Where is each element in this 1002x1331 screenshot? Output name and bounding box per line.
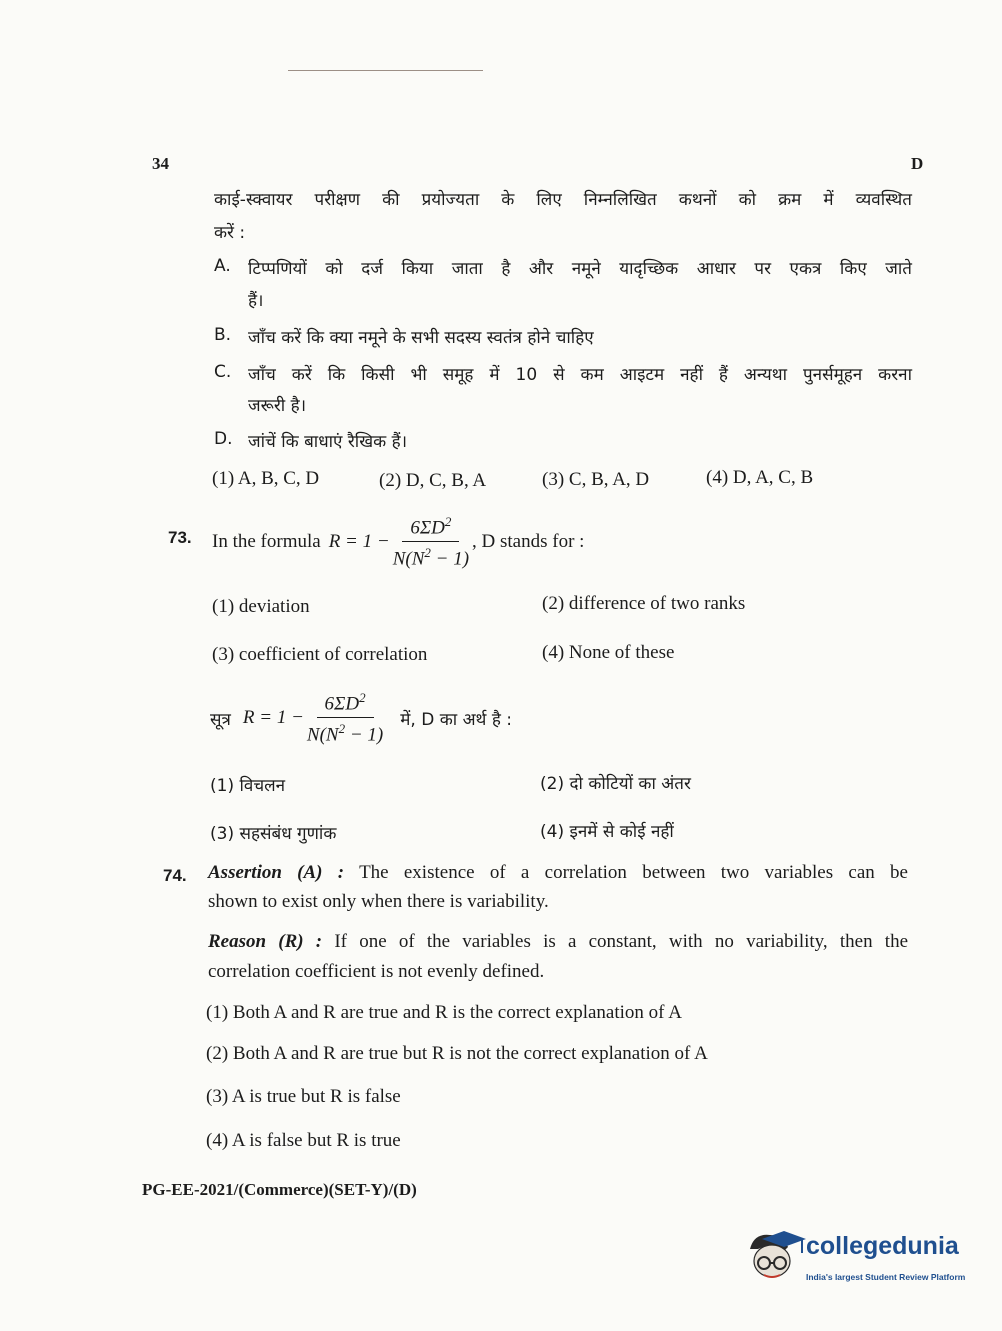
q73-formula-hi	[243, 690, 386, 747]
q74-reason-line1	[208, 931, 908, 953]
watermark-tagline: India's largest Student Review Platform	[806, 1272, 966, 1282]
q72-statement-d: जांचें कि बाधाएं रैखिक हैं।	[248, 432, 408, 452]
q72-statement-a: टिप्पणियों को दर्ज किया जाता है और नमूने यादृच्छिक आधार पर एकत्र किए जाते	[248, 259, 912, 279]
q73-option-2-en: (2) difference of two ranks	[542, 593, 746, 614]
q72-option-4: (4) D, A, C, B	[706, 467, 814, 488]
q74-assertion-text: The existence of a correlation between two variables can be	[359, 862, 908, 883]
q72-statement-d-label: D.	[214, 429, 233, 449]
q73-den-a: N(N	[392, 548, 425, 570]
q73-formula-numerator	[402, 514, 459, 542]
q73-option-4-en: (4) None of these	[542, 642, 675, 663]
q73-option-3-en: (3) coefficient of correlation	[212, 644, 428, 665]
q74-option-3: (3) A is true but R is false	[206, 1086, 401, 1107]
q74-reason-line2: correlation coefficient is not evenly defined.	[208, 961, 545, 982]
q73-formula-hi-fraction	[307, 690, 383, 747]
q74-reason-text: If one of the variables is a constant, with no variability, then the	[334, 931, 909, 952]
q73-stem-hi-after: में, D का अर्थ है :	[400, 709, 512, 730]
q73-option-1-en: (1) deviation	[212, 596, 310, 617]
q73-formula-lhs: R = 1 −	[328, 531, 390, 552]
q73-stem	[212, 510, 584, 574]
q73-stem-hi-before: सूत्र	[210, 709, 231, 730]
q73-stem-before: In the formula	[212, 531, 321, 552]
q73-formula-fraction	[393, 514, 469, 571]
q72-statement-a-label: A.	[214, 256, 231, 276]
q72-option-1: (1) A, B, C, D	[212, 468, 320, 489]
q73-num-sup: 2	[444, 513, 452, 529]
q72-statement-a-cont: हैं।	[248, 291, 264, 311]
q73-stem-after: , D stands for :	[472, 531, 585, 552]
top-rule	[288, 70, 483, 71]
q73-formula-hi-lhs: R = 1 −	[242, 707, 304, 728]
q73-formula	[329, 514, 472, 571]
q73-option-1-hi: (1) विचलन	[210, 776, 286, 796]
q73-option-2-hi: (2) दो कोटियों का अंतर	[540, 774, 691, 794]
q72-statement-c-cont: जरूरी है।	[248, 396, 307, 416]
q74-option-2: (2) Both A and R are true but R is not the correct explanation of A	[206, 1043, 708, 1064]
q74-option-1: (1) Both A and R are true and R is the correct explanation of A	[206, 1002, 682, 1023]
page-number: 34	[152, 154, 169, 173]
set-code: D	[911, 154, 924, 173]
q73-option-4-hi: (4) इनमें से कोई नहीं	[540, 822, 674, 842]
q74-number: 74.	[163, 866, 187, 885]
q73-stem-hi	[210, 686, 512, 750]
q72-statement-c: जाँच करें कि किसी भी समूह में 10 से कम आइटम नहीं हैं अन्यथा पुनर्समूहन करना	[248, 365, 912, 385]
q73-formula-hi-denominator	[307, 718, 383, 746]
q72-statement-b-label: B.	[214, 325, 232, 345]
q74-assertion-line2: shown to exist only when there is variability.	[208, 891, 549, 912]
q72-statement-c-label: C.	[214, 362, 232, 382]
q73-number: 73.	[168, 528, 192, 547]
q73-den-sup: 2	[424, 545, 431, 560]
q74-option-4: (4) A is false but R is true	[206, 1130, 401, 1151]
q73-hi-den-sup: 2	[338, 721, 346, 736]
q74-assertion-line1	[208, 862, 908, 884]
q73-den-b: − 1)	[430, 548, 470, 570]
q73-formula-denominator	[393, 542, 469, 570]
q73-option-3-hi: (3) सहसंबंध गुणांक	[210, 824, 337, 844]
q73-hi-den-a: N(N	[306, 724, 339, 746]
q74-reason-label: Reason (R) :	[208, 931, 323, 952]
q73-num-base: 6ΣD	[410, 517, 445, 538]
q72-option-2: (2) D, C, B, A	[379, 470, 487, 491]
q73-formula-hi-numerator	[317, 690, 374, 718]
footer-paper-code: PG-EE-2021/(Commerce)(SET-Y)/(D)	[142, 1180, 417, 1199]
q72-stem-line2: करें :	[214, 223, 246, 243]
q74-assertion-label: Assertion (A) :	[208, 862, 345, 883]
q72-statement-b: जाँच करें कि क्या नमूने के सभी सदस्य स्वतंत्र होने चाहिए	[248, 328, 594, 348]
q72-option-3: (3) C, B, A, D	[542, 469, 650, 490]
q73-hi-num-sup: 2	[359, 689, 366, 705]
watermark-brand: collegedunia	[806, 1232, 959, 1260]
q72-stem-line1: काई-स्क्वायर परीक्षण की प्रयोज्यता के लिए निम्नलिखित कथनों को क्रम में व्यवस्थित	[214, 190, 912, 210]
q73-hi-den-b: − 1)	[345, 724, 384, 746]
mascot-icon	[750, 1231, 806, 1277]
q73-hi-num-base: 6ΣD	[324, 693, 360, 714]
